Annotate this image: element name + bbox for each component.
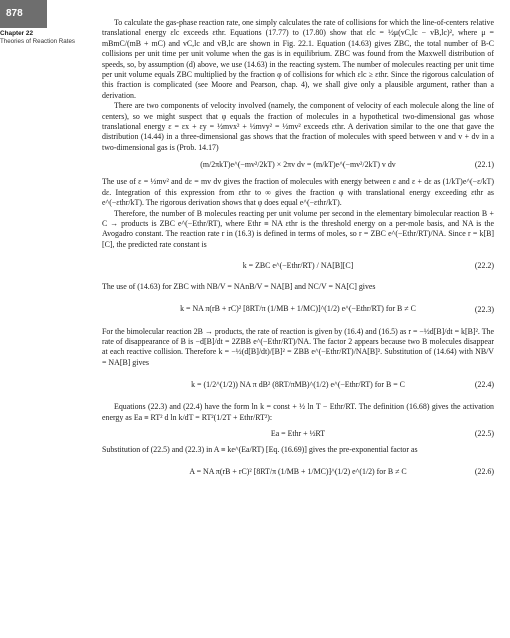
equation-22-5 [102, 425, 494, 443]
chapter-title: Theories of Reaction Rates [0, 38, 75, 45]
running-head [0, 30, 80, 46]
page-number-tab [0, 0, 47, 28]
equation-body: k = NA π(rB + rC)² [8RT/π (1/MB + 1/MC)]^(1/2) e^(−Ethr/RT) for B ≠ C [180, 304, 416, 314]
paragraph: For the bimolecular reaction 2B → products, the rate of reaction is given by (16.4) and (16.5) as r = −½d[B]/dt = k[B]². The rate of disappearance of B is −d[B]/dt = 2ZBB e^(−Ethr/RT)/NA. The factor 2 appears because two B molecules disappear at each reactive collision. Therefore k = −½(d[B]/dt)/[B]² = ZBB e^(−Ethr/RT)/NA[B]². Substitution of (14.64) with NB/V = NA[B] gives [102, 326, 494, 367]
equation-body: (m/2πkT)e^(−mv²/2kT) × 2πv dv = (m/kT)e^(−mv²/2kT) v dv [200, 160, 396, 170]
equation-body: Ea = Ethr + ½RT [270, 428, 326, 438]
equation-body: k = (1/2^(1/2)) NA π dB² (8RT/πMB)^(1/2) e^(−Ethr/RT) for B = C [191, 379, 405, 389]
chapter-label: Chapter 22 [0, 30, 34, 37]
equation-22-1 [102, 155, 494, 175]
equation-number: (22.5) [474, 428, 494, 438]
body-text [102, 18, 494, 489]
equation-22-4 [102, 370, 494, 400]
equation-number: (22.4) [474, 379, 494, 389]
equation-22-6 [102, 457, 494, 487]
paragraph: There are two components of velocity involved (namely, the component of velocity of each molecule along the line of centers), so we might suspect that φ equals the fraction of molecules in a hypothetical two-dimensional gas whose translational energy ε = εx + εy = ½mvx² + ½mvy² = ½mv² exceeds εthr. A derivation similar to the one that gave the distribution (14.44) in a three-dimensional gas shows that the fraction of molecules with speed between v and v + dv in a two-dimensional gas is (Prob. 14.17) [102, 101, 494, 152]
equation-body: k = ZBC e^(−Ethr/RT) / NA[B][C] [242, 260, 354, 270]
page-number: 878 [6, 8, 23, 19]
paragraph: Therefore, the number of B molecules reacting per unit volume per second in the elementary bimolecular reaction B + C → products is ZBC e^(−Ethr/RT), where Ethr ≡ NA εthr is the threshold energy on a per-mole basis, and NA is the Avogadro constant. The reaction rate r in (16.3) is defined in terms of moles, so r = ZBC e^(−Ethr/RT)/NA. Since r = k[B][C], the predicted rate constant is [102, 208, 494, 249]
paragraph: Substitution of (22.5) and (22.3) in A ≡ ke^(Ea/RT) [Eq. (16.69)] gives the pre-exponential factor as [102, 444, 418, 454]
equation-number: (22.1) [474, 160, 494, 170]
equation-number: (22.3) [474, 304, 494, 314]
equation-22-3 [102, 295, 494, 325]
paragraph: To calculate the gas-phase reaction rate, one simply calculates the rate of collisions for which the line-of-centers relative translational energy εlc exceeds εthr. Equations (17.77) to (17.80) show that εlc = ½μ(vC,lc − vB,lc)², where μ = mBmC/(mB + mC) and vC,lc and vB,lc are shown in Fig. 22.1. Equation (14.63) gives ZBC, the total number of B-C collisions per unit time per unit volume when the gas is in equilibrium. ZBC was found from the Maxwell distribution of speeds, so, by assumption (d) above, we use (14.63) in the reacting system. The number of molecules reacting per unit time per unit volume equals ZBC multiplied by the fraction φ of collisions for which εlc ≥ εthr. Since the rigorous calculation of this fraction is complicated (see Moore and Pearson, chap. 4), we shall give only a plausible argument, rather than a derivation. [102, 18, 494, 100]
equation-number: (22.6) [474, 467, 494, 477]
paragraph: The use of ε = ½mv² and dε = mv dv gives the fraction of molecules with energy between ε and ε + dε as (1/kT)e^(−ε/kT) dε. Integration of this expression from εthr to ∞ gives the fraction φ with translational energy exceeding εthr as e^(−εthr/kT). The rigorous derivation shows that φ does equal e^(−εthr/kT). [102, 177, 494, 208]
equation-22-2 [102, 252, 494, 280]
paragraph: The use of (14.63) for ZBC with NB/V = NAnB/V = NA[B] and NC/V = NA[C] gives [102, 282, 376, 292]
paragraph: Equations (22.3) and (22.4) have the form ln k = const + ½ ln T − Ethr/RT. The definition (16.68) gives the activation energy as Ea ≡ RT² d ln k/dT = RT²(1/2T + Ethr/RT²): [102, 402, 494, 422]
equation-body: A = NA π(rB + rC)² [8RT/π (1/MB + 1/MC)]^(1/2) e^(1/2) for B ≠ C [189, 467, 407, 477]
equation-number: (22.2) [474, 260, 494, 270]
